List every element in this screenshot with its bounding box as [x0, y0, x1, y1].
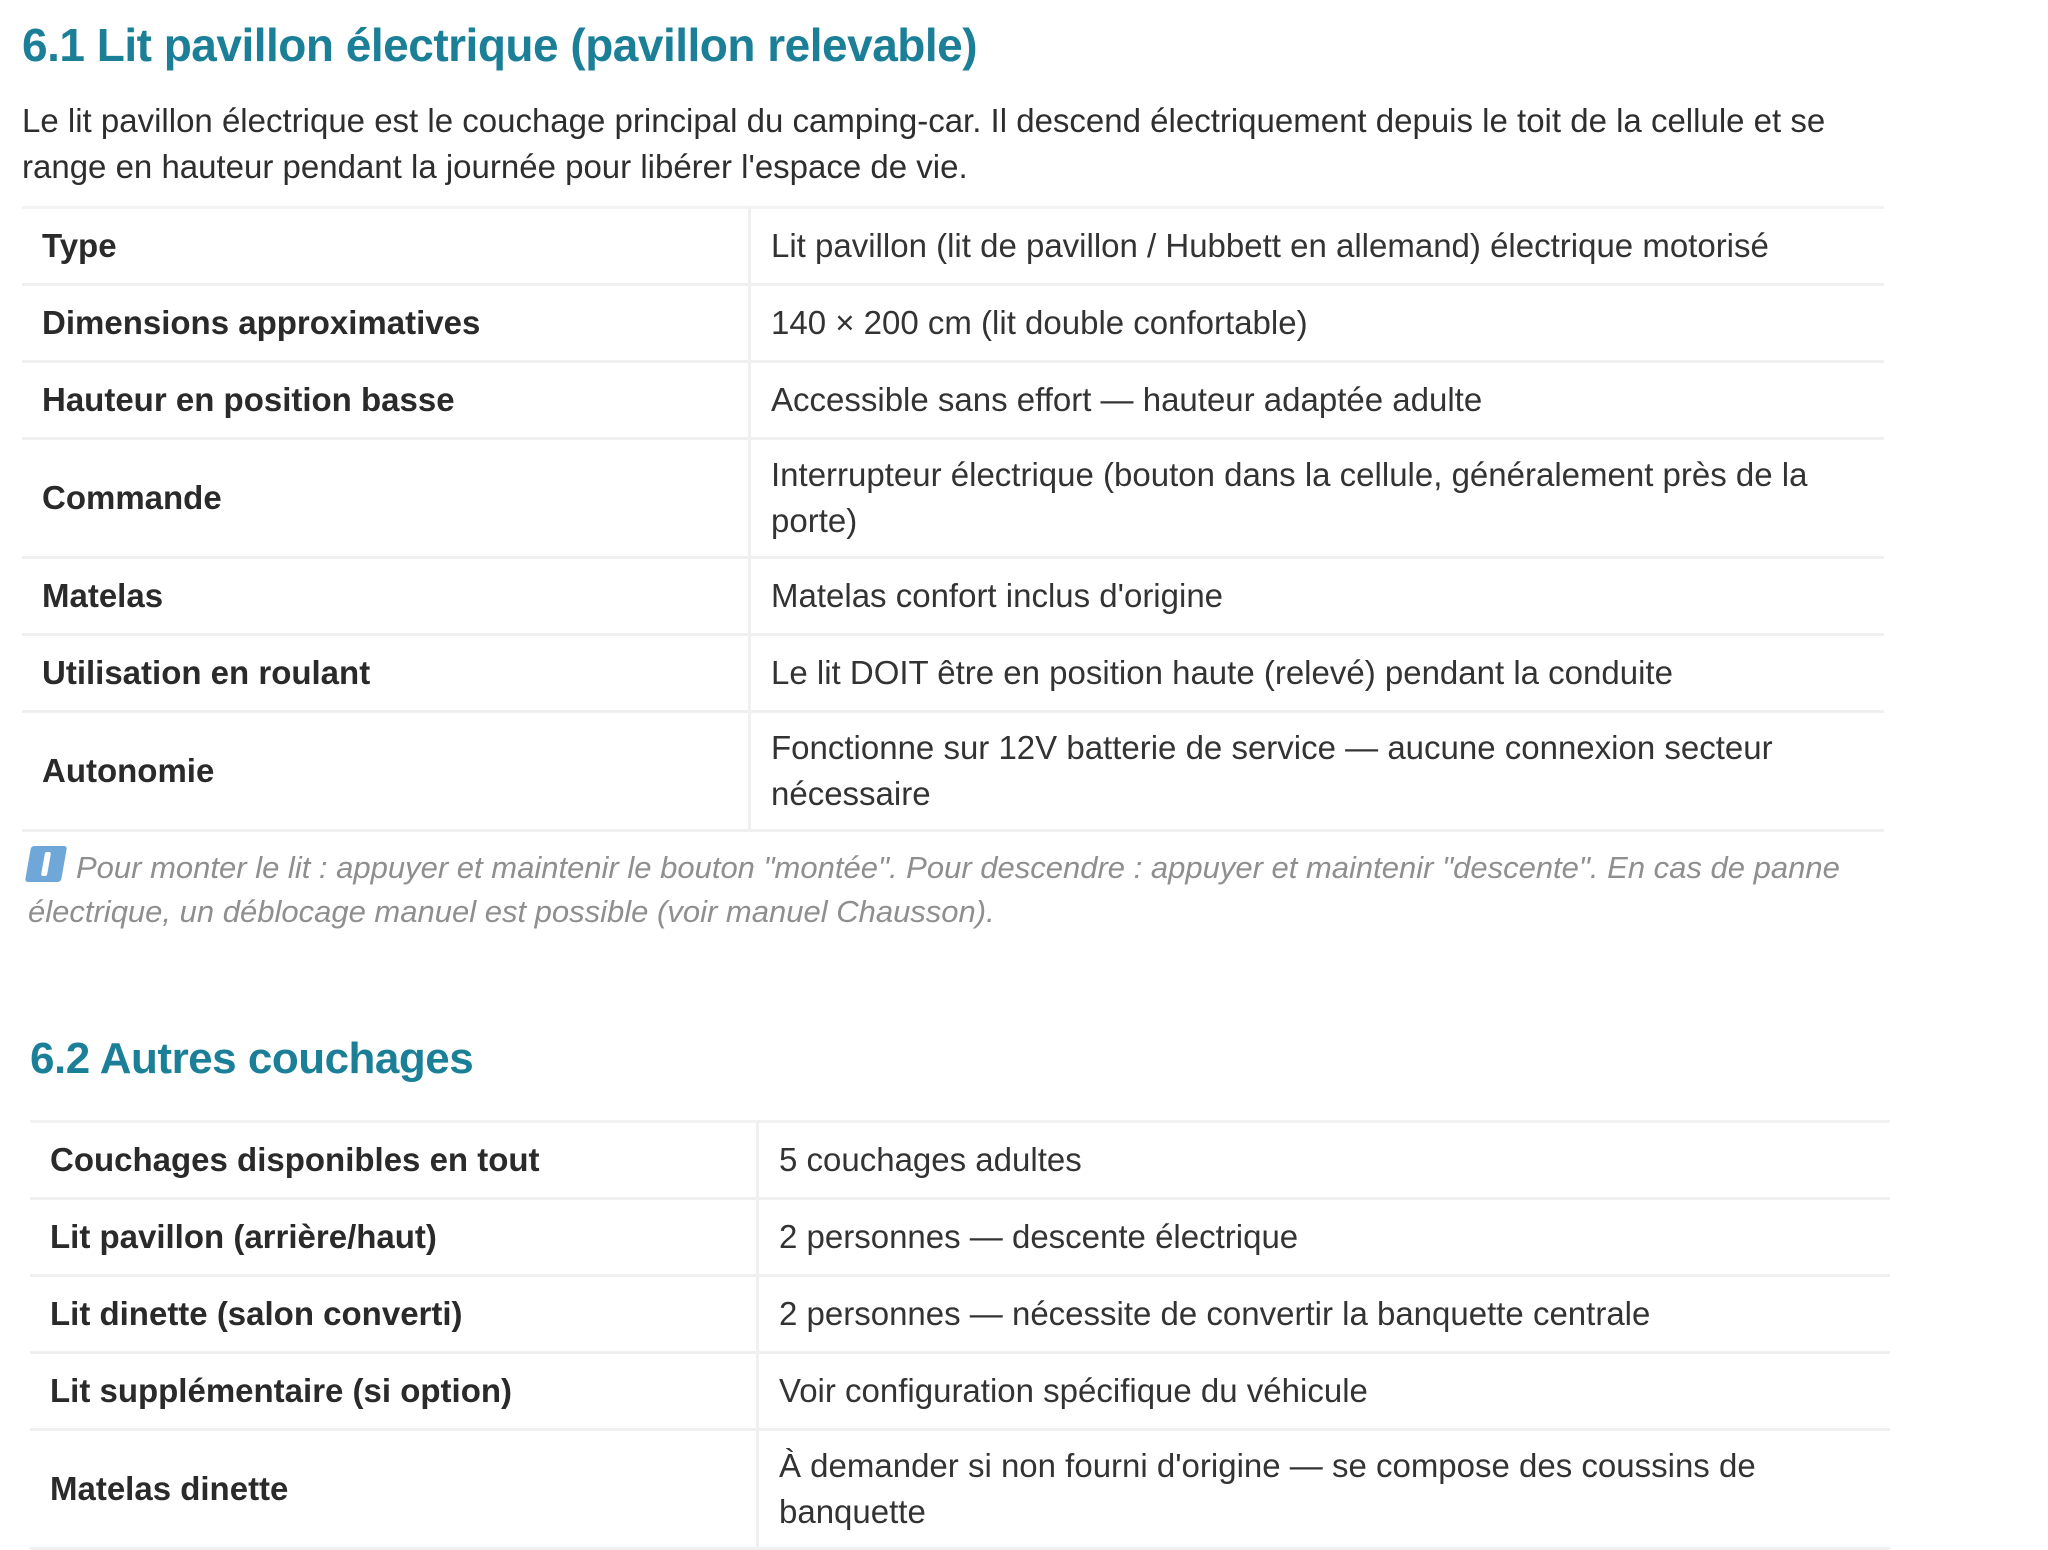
info-icon — [25, 846, 67, 882]
row-value: Matelas confort inclus d'origine — [751, 559, 1884, 636]
other-beds-spec-table — [30, 1120, 1890, 1550]
row-key: Type — [22, 206, 751, 286]
row-value: Le lit DOIT être en position haute (relevé) pendant la conduite — [751, 636, 1884, 713]
table-row — [22, 559, 1884, 636]
table-row — [30, 1431, 1890, 1550]
section-intro: Le lit pavillon électrique est le couchage principal du camping-car. Il descend électriquement depuis le toit de la cellule et se range en hauteur pendant la journée pour libérer l'espace de vie. — [22, 102, 1826, 185]
row-key: Dimensions approximatives — [22, 286, 751, 363]
table-row — [22, 713, 1884, 832]
table-row — [30, 1354, 1890, 1431]
row-key: Utilisation en roulant — [22, 636, 751, 713]
section-electric-bed — [22, 14, 1882, 934]
row-value: 2 personnes — nécessite de convertir la banquette centrale — [759, 1277, 1890, 1354]
table-row — [30, 1200, 1890, 1277]
row-key: Hauteur en position basse — [22, 363, 751, 440]
row-key: Matelas — [22, 559, 751, 636]
row-key: Lit supplémentaire (si option) — [30, 1354, 759, 1431]
row-key: Autonomie — [22, 713, 751, 832]
row-value: Fonctionne sur 12V batterie de service — aucune connexion secteur nécessaire — [751, 713, 1884, 832]
row-value: Interrupteur électrique (bouton dans la cellule, généralement près de la porte) — [751, 440, 1884, 559]
table-row — [30, 1120, 1890, 1200]
table-row — [22, 636, 1884, 713]
row-value: 5 couchages adultes — [759, 1120, 1890, 1200]
table-row — [22, 363, 1884, 440]
row-key: Commande — [22, 440, 751, 559]
table-row — [30, 1277, 1890, 1354]
section-other-beds — [30, 1028, 1890, 1550]
electric-bed-spec-table — [22, 206, 1884, 832]
row-key: Matelas dinette — [30, 1431, 759, 1550]
row-key: Lit pavillon (arrière/haut) — [30, 1200, 759, 1277]
info-note — [28, 846, 1878, 934]
info-note-text: Pour monter le lit : appuyer et maintenir le bouton "montée". Pour descendre : appuyer et maintenir "descente". En cas de panne électrique, un déblocage manuel est possible (voir manuel Chausson). — [28, 850, 1840, 929]
row-key: Lit dinette (salon converti) — [30, 1277, 759, 1354]
table-row — [22, 440, 1884, 559]
row-value: Accessible sans effort — hauteur adaptée adulte — [751, 363, 1884, 440]
row-key: Couchages disponibles en tout — [30, 1120, 759, 1200]
row-value: 140 × 200 cm (lit double confortable) — [751, 286, 1884, 363]
table-row — [22, 206, 1884, 286]
row-value: 2 personnes — descente électrique — [759, 1200, 1890, 1277]
table-row — [22, 286, 1884, 363]
row-value: Voir configuration spécifique du véhicule — [759, 1354, 1890, 1431]
row-value: À demander si non fourni d'origine — se compose des coussins de banquette — [759, 1431, 1890, 1550]
section-title: 6.1 Lit pavillon électrique (pavillon relevable) — [22, 19, 978, 71]
section-title: 6.2 Autres couchages — [30, 1034, 474, 1083]
row-value: Lit pavillon (lit de pavillon / Hubbett en allemand) électrique motorisé — [751, 206, 1884, 286]
